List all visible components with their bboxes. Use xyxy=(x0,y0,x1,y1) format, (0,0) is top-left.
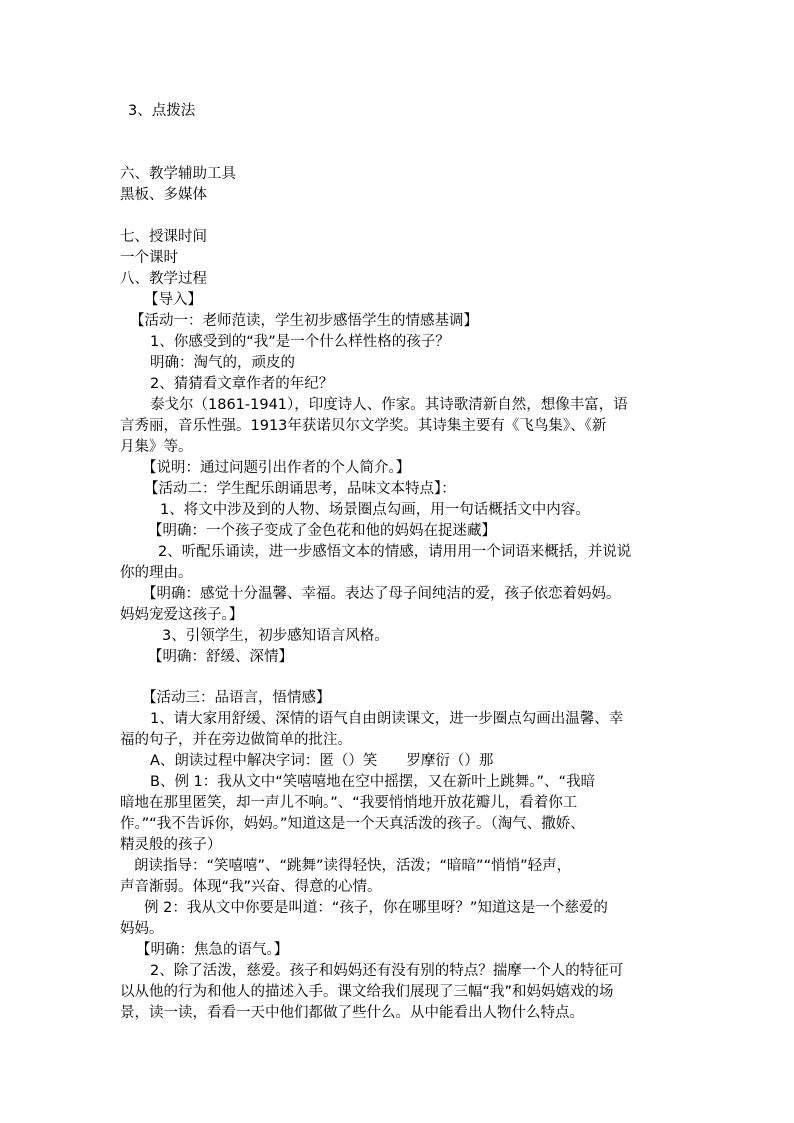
paragraph-line: 朗读指导：“笑嘻嘻”、“跳舞”读得轻快，活泼；“暗暗”“悄悄”轻声， xyxy=(134,858,572,874)
section-8-heading: 八、教学过程 xyxy=(120,271,207,287)
paragraph-line: 暗地在那里匿笑，却一声儿不响。”、“我要悄悄地开放花瓣儿，看着你工 xyxy=(120,795,578,811)
section-7-heading: 七、授课时间 xyxy=(120,229,207,245)
paragraph-line: B、例 1：我从文中“笑嘻嘻地在空中摇摆，又在新叶上跳舞。”、“我暗 xyxy=(150,774,596,790)
paragraph-line: 明确：淘气的，顽皮的 xyxy=(150,355,295,371)
paragraph-line: 以从他的行为和他人的描述入手。课文给我们展现了三幅“我”和妈妈嬉戏的场 xyxy=(120,984,614,1000)
paragraph-line: 月集》等。 xyxy=(120,439,193,455)
paragraph-line: 景，读一读，看看一天中他们都做了些什么。从中能看出人物什么特点。 xyxy=(120,1005,584,1021)
paragraph-line: 3、引领学生，初步感知语言风格。 xyxy=(162,628,389,644)
section-7-body: 一个课时 xyxy=(120,250,178,266)
paragraph-line: 精灵般的孩子） xyxy=(120,837,222,853)
activity-1-heading: 【活动一：老师范读，学生初步感悟学生的情感基调】 xyxy=(130,313,478,329)
paragraph-line: 【明确：焦急的语气。】 xyxy=(136,942,289,958)
activity-3-heading: 【活动三：品语言，悟情感】 xyxy=(142,690,331,706)
section-6-heading: 六、教学辅助工具 xyxy=(120,166,236,182)
paragraph-line: 你的理由。 xyxy=(120,565,193,581)
paragraph-line: 妈妈宠爱这孩子。】 xyxy=(120,607,244,623)
paragraph-line: 妈妈。 xyxy=(120,921,164,937)
paragraph-line: 1、请大家用舒缓、深情的语气自由朗读课文，进一步圈点勾画出温馨、幸 xyxy=(150,711,624,727)
paragraph-line: 【明确：感觉十分温馨、幸福。表达了母子间纯洁的爱，孩子依恋着妈妈。 xyxy=(142,586,621,602)
paragraph-line: 2、听配乐诵读，进一步感悟文本的情感，请用用一个词语来概括，并说说 xyxy=(158,544,632,560)
paragraph-line: 1、将文中涉及到的人物、场景圈点勾画，用一句话概括文中内容。 xyxy=(160,502,590,518)
paragraph-line: 1、你感受到的“我”是一个什么样性格的孩子？ xyxy=(150,334,450,350)
paragraph-line: 2、除了活泼，慈爱。孩子和妈妈还有没有别的特点？揣摩一个人的特征可 xyxy=(150,963,624,979)
paragraph-line: A、朗读过程中解决字词：匿（）笑 罗摩衍（）那 xyxy=(150,753,494,769)
paragraph-line: 【明确：一个孩子变成了金色花和他的妈妈在捉迷藏】 xyxy=(148,523,496,539)
paragraph-line: 2、猜猜看文章作者的年纪？ xyxy=(150,376,334,392)
intro-heading: 【导入】 xyxy=(144,292,202,308)
paragraph-line: 福的句子，并在旁边做简单的批注。 xyxy=(120,732,352,748)
paragraph-line: 例 2：我从文中你要是叫道：“孩子，你在哪里呀？”知道这是一个慈爱的 xyxy=(144,900,608,916)
activity-2-heading: 【活动二：学生配乐朗诵思考，品味文本特点】： xyxy=(144,481,456,497)
paragraph-line: 泰戈尔（1861-1941），印度诗人、作家。其诗歌清新自然，想像丰富，语 xyxy=(150,397,628,413)
paragraph-line: 声音渐弱。体现“我”兴奋、得意的心情。 xyxy=(120,879,382,895)
method-item-3: 3、点拨法 xyxy=(128,103,196,119)
section-6-body: 黑板、多媒体 xyxy=(120,187,207,203)
paragraph-line: 作。”“我不告诉你，妈妈。”知道这是一个天真活泼的孩子。（淘气、撒娇、 xyxy=(120,816,585,832)
paragraph-line: 言秀丽，音乐性强。1913年获诺贝尔文学奖。其诗集主要有《飞鸟集》、《新 xyxy=(120,418,607,434)
note-line: 【说明：通过问题引出作者的个人简介。】 xyxy=(142,460,411,476)
paragraph-line: 【明确：舒缓、深情】 xyxy=(148,649,293,665)
